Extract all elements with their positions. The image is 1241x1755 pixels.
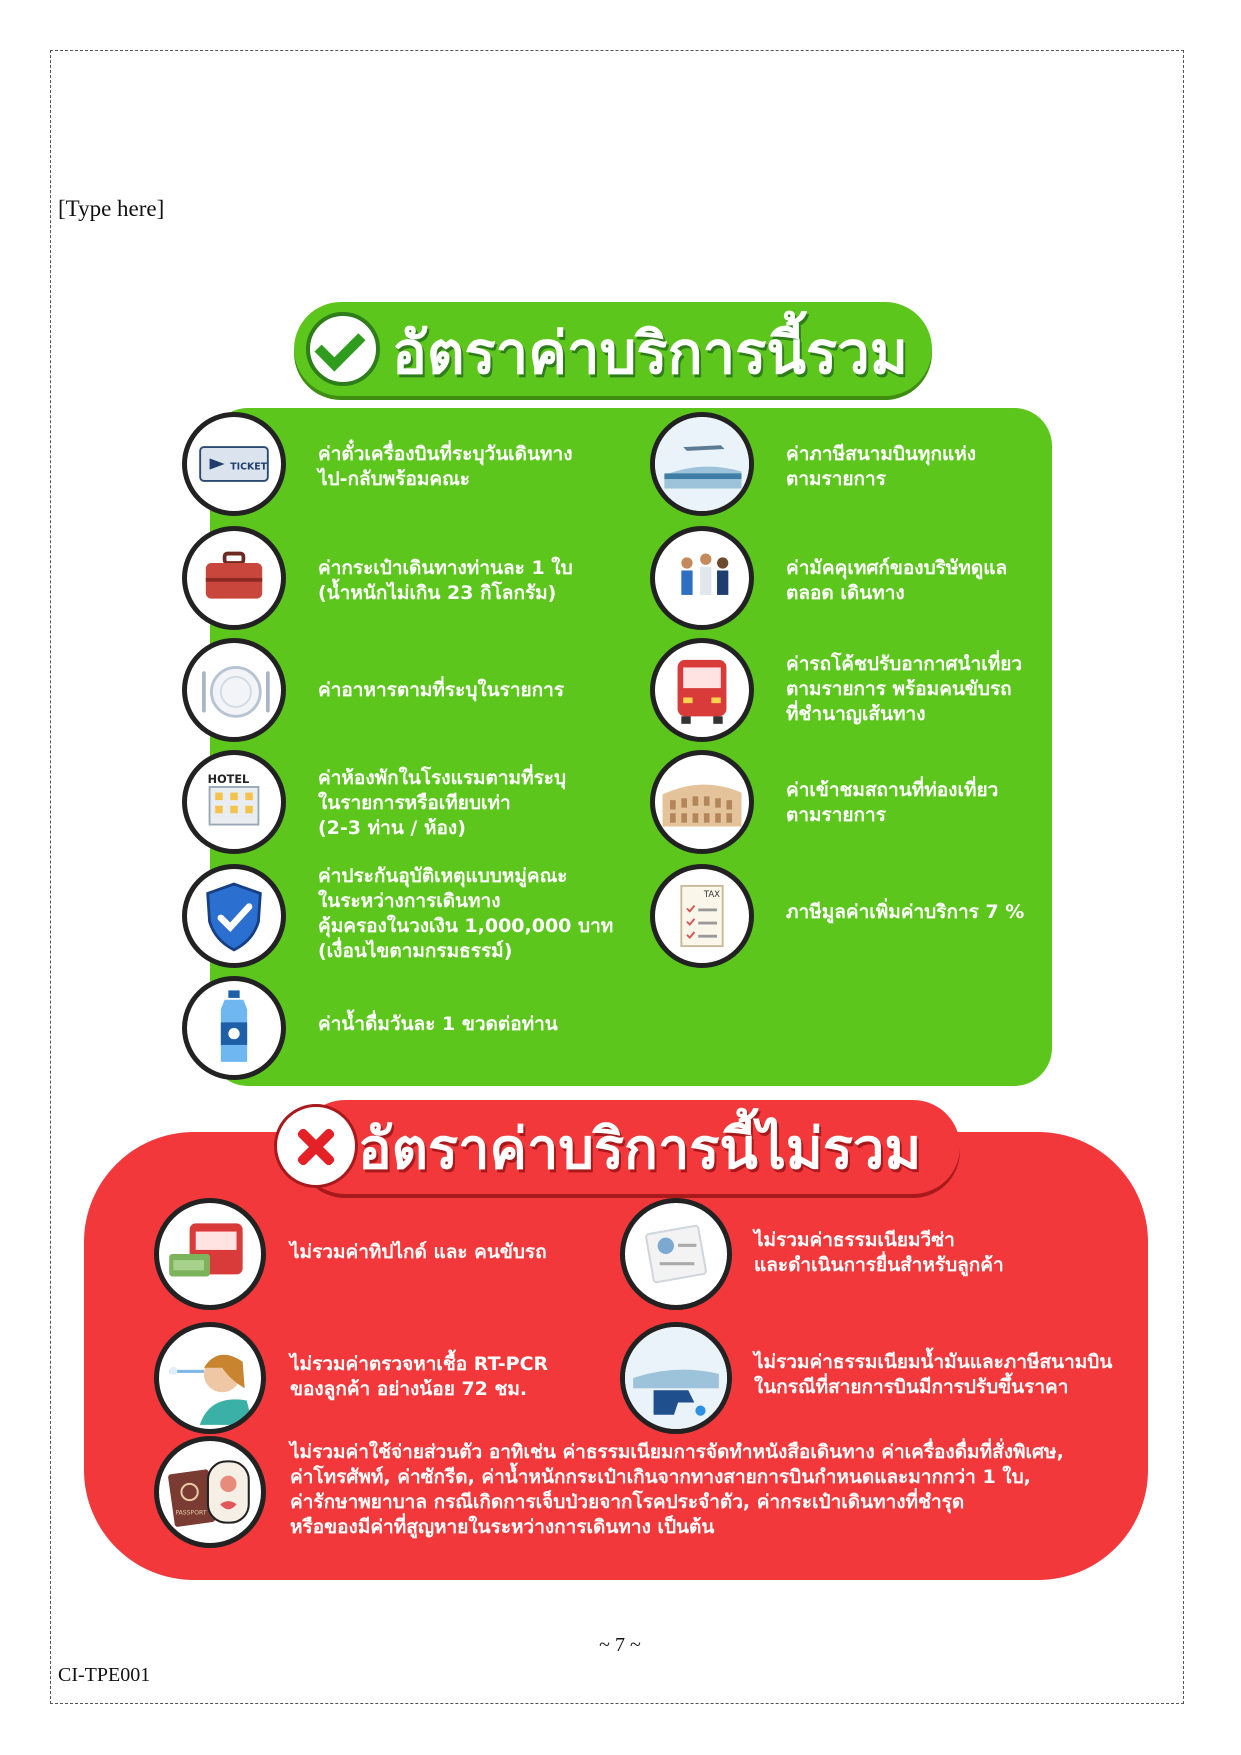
excluded-title: อัตราค่าบริการนี้ไม่รวม: [358, 1117, 922, 1182]
included-item-text: ภาษีมูลค่าเพิ่มค่าบริการ 7 %: [786, 901, 1025, 923]
hotel-icon: [182, 750, 286, 854]
included-item-text: ค่าตั๋วเครื่องบินที่ระบุวันเดินทาง ไป-กลับพร้อมคณะ: [318, 443, 573, 490]
colosseum-icon: [650, 750, 754, 854]
passport-icon: [154, 1436, 266, 1548]
x-icon: [274, 1104, 358, 1188]
excluded-item-text: ไม่รวมค่าใช้จ่ายส่วนตัว อาทิเช่น ค่าธรรมเนียมการจัดทำหนังสือเดินทาง ค่าเครื่องดื่มที่สั่งพิเศษ, ค่าโทรศัพท์, ค่าซักรีด, ค่าน้ำหนักกระเป๋าเกินจากทางสายการบินกำหนดและมากกว่า 1 ใบ, ค่ารักษาพยาบาล กรณีเกิดการเจ็บป่วยจากโรคประจำตัว, ค่ากระเป๋าเดินทางที่ชำรุด หรือของมีค่าที่สูญหายในระหว่างการเดินทาง เป็นต้น: [290, 1441, 1064, 1538]
included-item-text: ค่าห้องพักในโรงแรมตามที่ระบุ ในรายการหรือเทียบเท่า (2-3 ท่าน / ห้อง): [318, 767, 567, 839]
ticket-icon-label: TICKET: [230, 461, 268, 473]
page-number: ~ 7 ~: [599, 1634, 641, 1656]
swab-test-icon: [154, 1322, 266, 1434]
included-title: อัตราค่าบริการนี้รวม: [392, 319, 908, 387]
excluded-item-text: ไม่รวมค่าธรรมเนียมวีซ่า และดำเนินการยื่นสำหรับลูกค้า: [754, 1229, 1004, 1276]
included-item-text: ค่ากระเป๋าเดินทางท่านละ 1 ใบ (น้ำหนักไม่เกิน 23 กิโลกรัม): [318, 557, 573, 604]
excluded-item-text: ไม่รวมค่าทิปไกด์ และ คนขับรถ: [290, 1241, 547, 1263]
passport-icon-label: PASSPORT: [175, 1509, 207, 1517]
excluded-item-text: ไม่รวมค่าธรรมเนียมน้ำมันและภาษีสนามบิน ในกรณีที่สายการบินมีการปรับขึ้นราคา: [754, 1351, 1113, 1398]
excluded-item-text: ไม่รวมค่าตรวจหาเชื้อ RT-PCR ของลูกค้า อย่างน้อย 72 ชม.: [290, 1353, 549, 1400]
shield-check-icon: [182, 864, 286, 968]
plate-icon: [182, 638, 286, 742]
check-icon: [306, 312, 380, 386]
excluded-title-banner: [298, 1100, 960, 1194]
included-title-banner: [294, 302, 932, 396]
included-item-text: ค่าประกันอุบัติเหตุแบบหมู่คณะ ในระหว่างการเดินทาง คุ้มครองในวงเงิน 1,000,000 บาท (เงื่อนไขตามกรมธรรม์): [318, 865, 614, 962]
fuel-icon: [620, 1322, 732, 1434]
included-item-text: ค่าเข้าชมสถานที่ท่องเที่ยว ตามรายการ: [786, 779, 999, 826]
included-item-text: ค่าน้ำดื่มวันละ 1 ขวดต่อท่าน: [318, 1013, 558, 1035]
included-item-text: ค่ารถโค้ชปรับอากาศนำเที่ยว ตามรายการ พร้อมคนขับรถ ที่ชำนาญเส้นทาง: [786, 653, 1023, 725]
water-bottle-icon: [182, 976, 286, 1080]
included-item-text: ค่าอาหารตามที่ระบุในรายการ: [318, 679, 565, 701]
tip-bus-icon: [154, 1198, 266, 1310]
included-item-text: ค่าภาษีสนามบินทุกแห่ง ตามรายการ: [786, 443, 976, 490]
coach-bus-icon: [650, 638, 754, 742]
tour-guide-icon: [650, 526, 754, 630]
visa-icon: [620, 1198, 732, 1310]
included-item-text: ค่ามัคคุเทศก์ของบริษัทดูแล ตลอด เดินทาง: [786, 557, 1008, 604]
airport-icon: [650, 412, 754, 516]
ticket-icon: [182, 412, 286, 516]
tax-icon-label: TAX: [703, 889, 720, 900]
hotel-icon-label: HOTEL: [207, 773, 250, 787]
tax-form-icon: [650, 864, 754, 968]
header-placeholder: [Type here]: [58, 196, 165, 221]
included-panel: [207, 408, 1052, 1086]
suitcase-icon: [182, 526, 286, 630]
document-code: CI-TPE001: [58, 1664, 151, 1686]
